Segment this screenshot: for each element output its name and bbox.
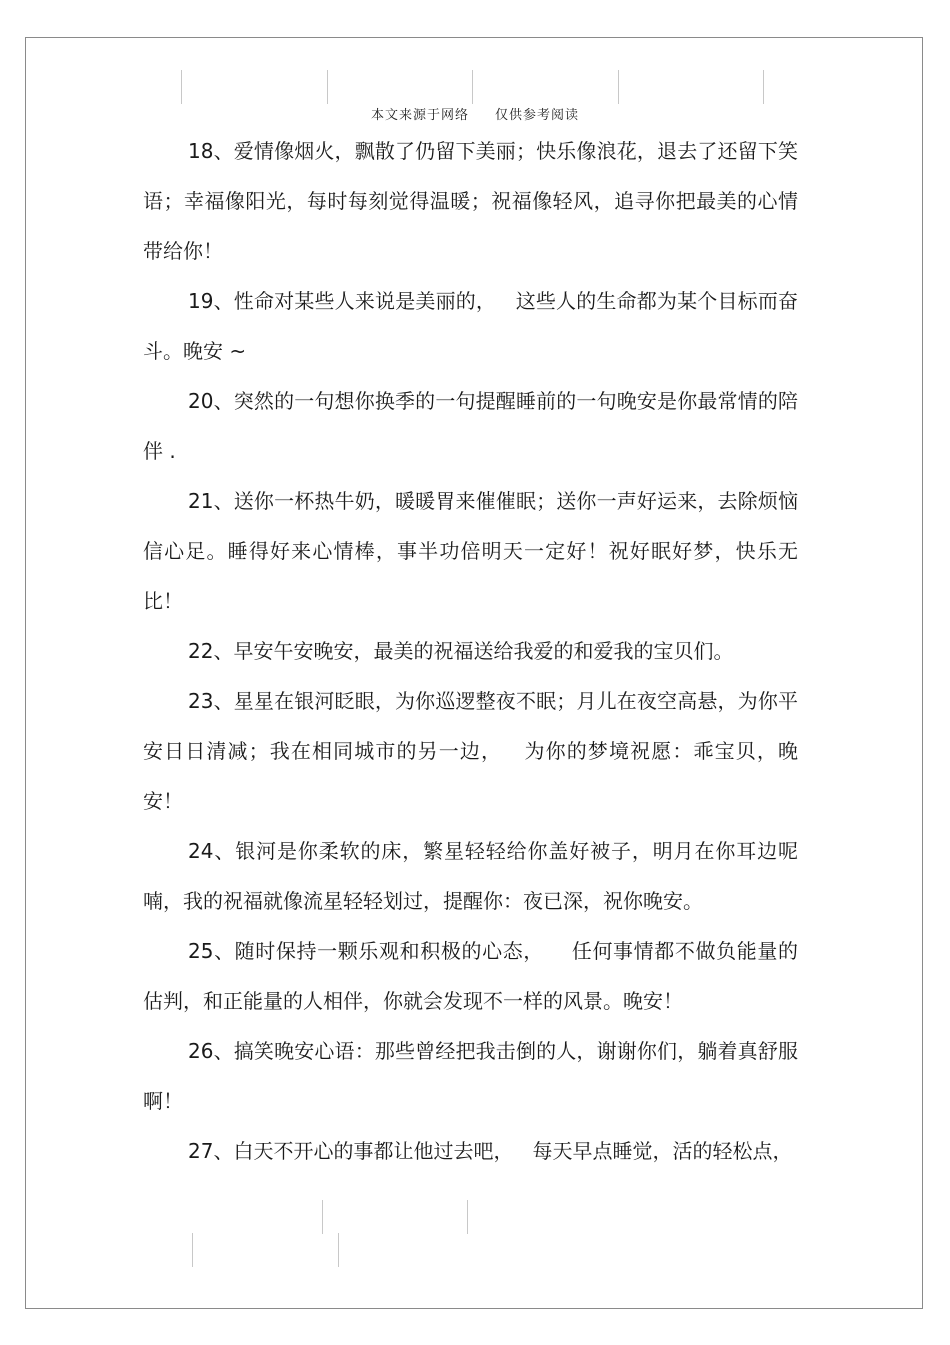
- paragraph-23: 23、星星在银河眨眼，为你巡逻整夜不眠；月儿在夜空高悬，为你平安日日清减；我在相同城市的另一边， 为你的梦境祝愿：乖宝贝，晚安！: [143, 689, 798, 813]
- top-rule-1: [181, 70, 182, 104]
- top-rule-5: [763, 70, 764, 104]
- top-rule-4: [618, 70, 619, 104]
- paragraph-20: 20、突然的一句想你换季的一句提醒睡前的一句晚安是你最常情的陪伴 .: [143, 389, 798, 463]
- source-note: 本文来源于网络: [370, 108, 469, 123]
- paragraph-21: 21、送你一杯热牛奶，暖暖胃来催催眠；送你一声好运来，去除烦恼信心足。睡得好来心情棒，事半功倍明天一定好！祝好眠好梦，快乐无比！: [143, 489, 798, 613]
- header-note: [0, 104, 950, 123]
- top-rule-3: [472, 70, 473, 104]
- document-body: [143, 126, 798, 1176]
- paragraph-26: 26、搞笑晚安心语：那些曾经把我击倒的人，谢谢你们，躺着真舒服啊！: [143, 1039, 798, 1113]
- bottom-rule-2: [467, 1200, 468, 1234]
- paragraph-24: 24、银河是你柔软的床，繁星轻轻给你盖好被子，明月在你耳边呢喃，我的祝福就像流星轻轻划过，提醒你：夜已深，祝你晚安。: [143, 839, 798, 913]
- reference-note: 仅供参考阅读: [495, 108, 580, 123]
- paragraph-19: 19、性命对某些人来说是美丽的， 这些人的生命都为某个目标而奋斗。晚安 ~: [143, 289, 798, 363]
- bottom-rule-1: [322, 1200, 323, 1234]
- bottom-rule-4: [338, 1233, 339, 1267]
- paragraph-22: 22、早安午安晚安，最美的祝福送给我爱的和爱我的宝贝们。: [188, 639, 734, 663]
- paragraph-27: 27、白天不开心的事都让他过去吧， 每天早点睡觉，活的轻松点，: [188, 1139, 793, 1163]
- paragraph-25: 25、随时保持一颗乐观和积极的心态， 任何事情都不做负能量的估判，和正能量的人相伴，你就会发现不一样的风景。晚安！: [143, 939, 798, 1013]
- top-rule-2: [327, 70, 328, 104]
- paragraph-18: 18、爱情像烟火，飘散了仍留下美丽；快乐像浪花，退去了还留下笑语；幸福像阳光，每时每刻觉得温暖；祝福像轻风，追寻你把最美的心情带给你！: [143, 139, 798, 263]
- bottom-rule-3: [192, 1233, 193, 1267]
